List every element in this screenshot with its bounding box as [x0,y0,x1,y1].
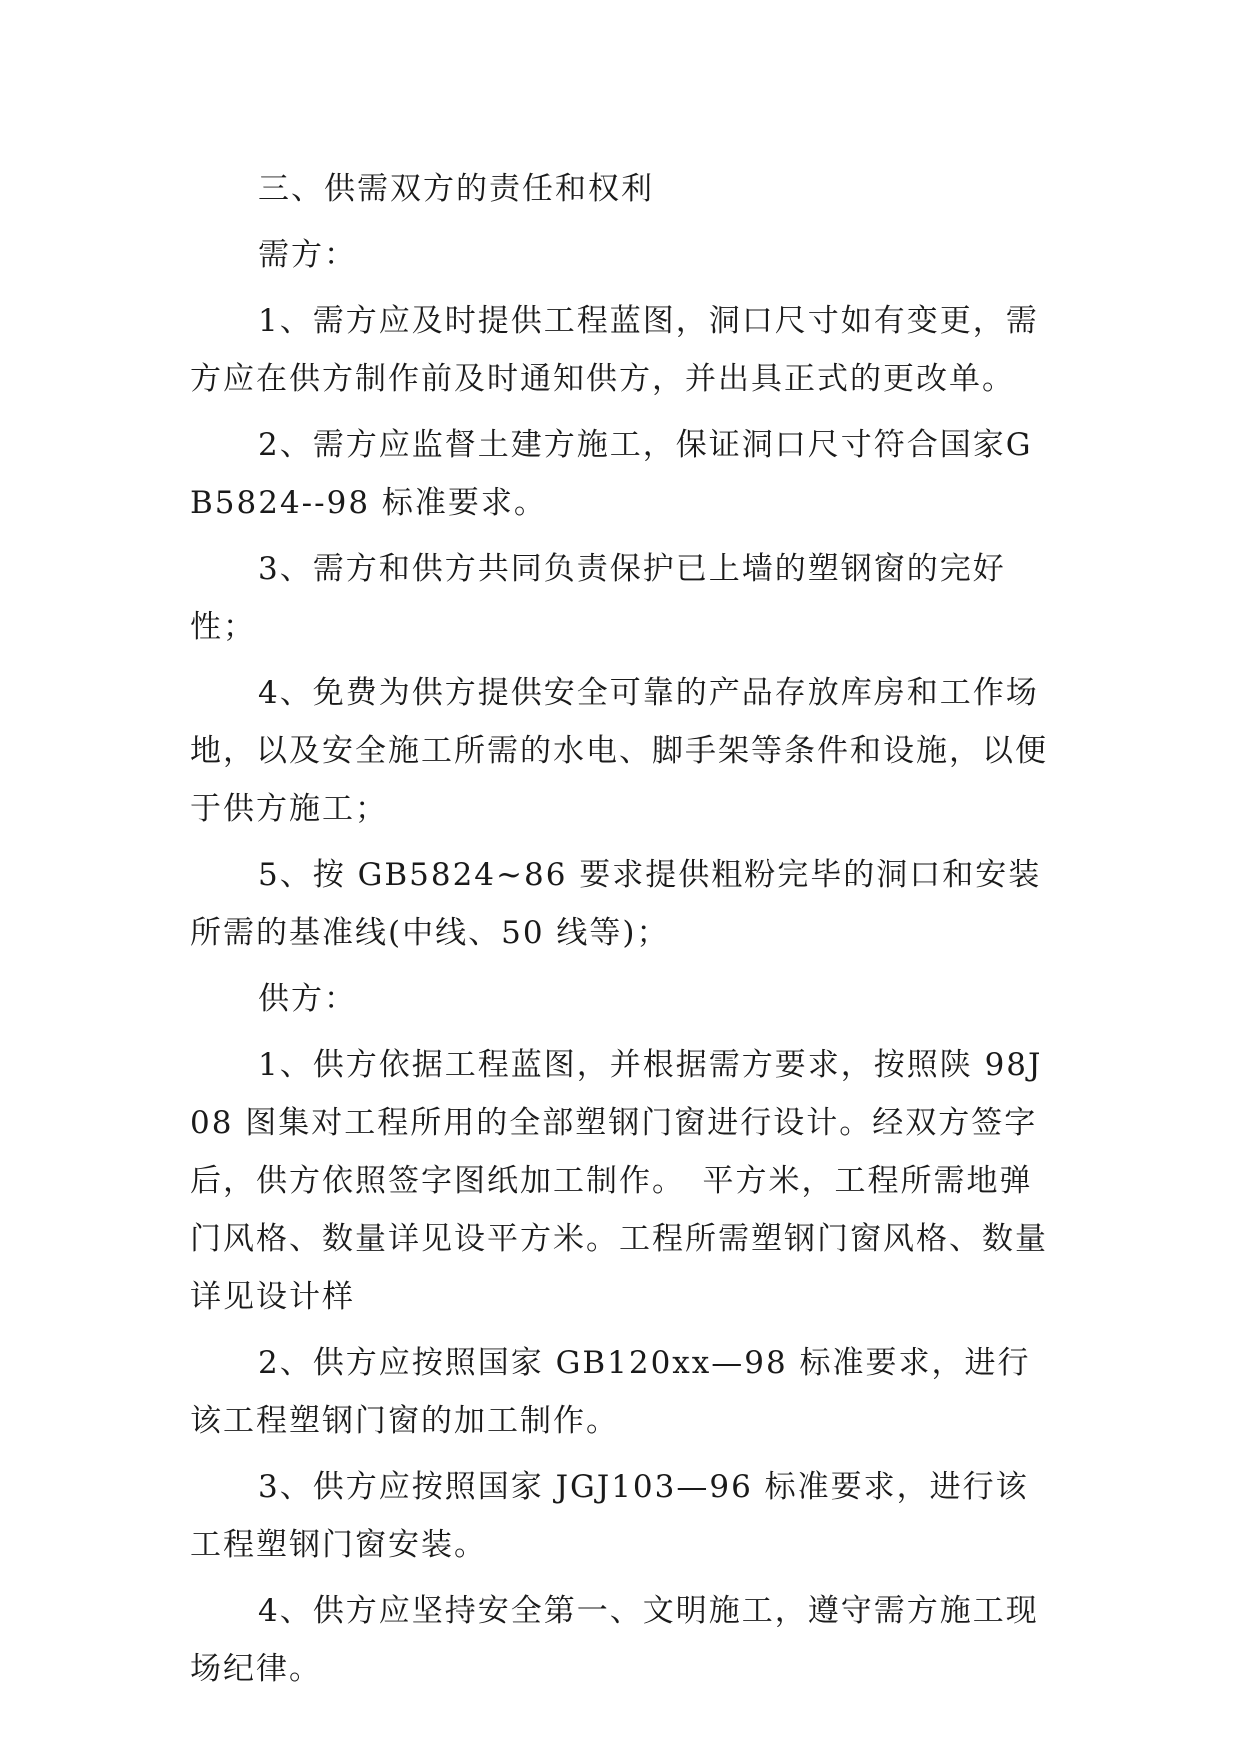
section-heading: 三、供需双方的责任和权利 [258,171,654,207]
buyer-heading: 需方： [258,237,357,273]
buyer-clause-4: 4、免费为供方提供安全可靠的产品存放库房和工作场地，以及安全施工所需的水电、脚手架等条件和设施，以便于供方施工； [190,675,1048,827]
supplier-clause-3: 3、供方应按照国家 JGJ103—96 标准要求，进行该工程塑钢门窗安装。 [190,1469,1029,1563]
document-body [190,160,1050,1706]
buyer-clause-2: 2、需方应监督土建方施工，保证洞口尺寸符合国家GB5824--98 标准要求。 [190,427,1033,521]
supplier-heading: 供方： [258,981,357,1017]
supplier-clause-2: 2、供方应按照国家 GB120xx—98 标准要求，进行该工程塑钢门窗的加工制作。 [190,1345,1031,1439]
buyer-clause-5: 5、按 GB5824~86 要求提供粗粉完毕的洞口和安装所需的基准线(中线、50 线等)； [190,857,1042,951]
buyer-clause-3: 3、需方和供方共同负责保护已上墙的塑钢窗的完好性； [190,551,1006,645]
supplier-clause-1: 1、供方依据工程蓝图，并根据需方要求，按照陕 98J08 图集对工程所用的全部塑钢门窗进行设计。经双方签字后，供方依照签字图纸加工制作。 平方米，工程所需地弹门风格、数量详见设平方米。工程所需塑钢门窗风格、数量详见设计样 [190,1047,1048,1315]
buyer-clause-1: 1、需方应及时提供工程蓝图，洞口尺寸如有变更，需方应在供方制作前及时通知供方，并出具正式的更改单。 [190,303,1039,397]
supplier-clause-4: 4、供方应坚持安全第一、文明施工，遵守需方施工现场纪律。 [190,1593,1039,1687]
